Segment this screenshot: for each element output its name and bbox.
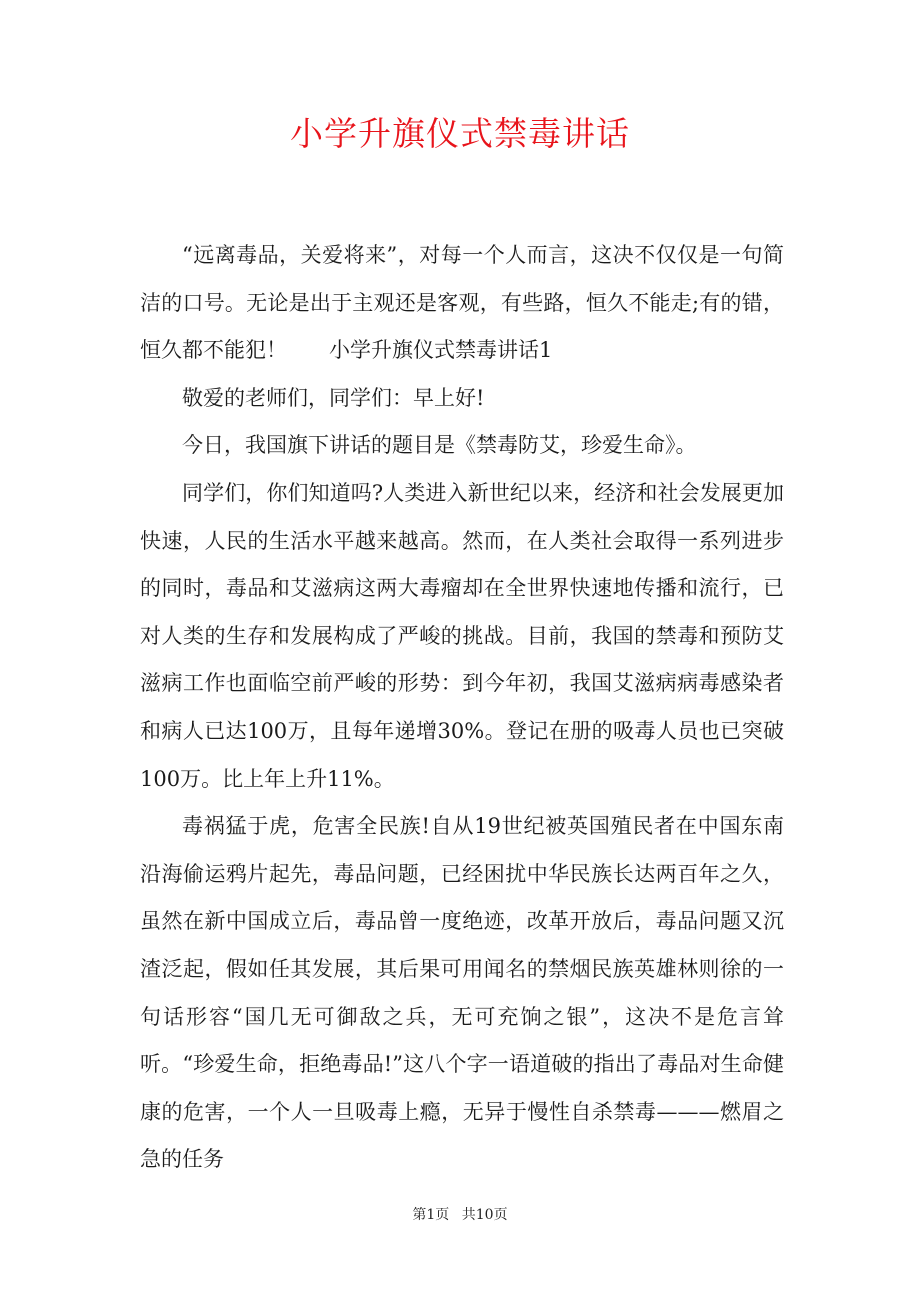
paragraph-topic: 今日，我国旗下讲话的题目是《禁毒防艾，珍爱生命》。 [182, 433, 697, 458]
paragraph-situation: 同学们，你们知道吗?人类进入新世纪以来，经济和社会发展更加快速，人民的生活水平越来越高。然而，在人类社会取得一系列进步的同时，毒品和艾滋病这两大毒瘤却在全世界快速地传播和流行，已对人类的生存和发展构成了严峻的挑战。目前，我国的禁毒和预防艾滋病工作也面临空前严峻的形势：到今年初，我国艾滋病病毒感染者和病人已达100万，且每年递增30%。登记在册的吸毒人员也已突破100万。比上年上升11%。 [140, 480, 784, 791]
page-footer [0, 1204, 920, 1226]
paragraph-greeting: 敬爱的老师们，同学们：早上好! [182, 385, 485, 410]
page-total: 共10页 [461, 1207, 508, 1223]
document-body [140, 232, 784, 1184]
document-title: 小学升旗仪式禁毒讲话 [290, 114, 630, 153]
page-number: 第1页 [412, 1207, 450, 1223]
paragraph-history: 毒祸猛于虎，危害全民族!自从19世纪被英国殖民者在中国东南沿海偷运鸦片起先，毒品问题，已经困扰中华民族长达两百年之久，虽然在新中国成立后，毒品曾一度绝迹，改革开放后，毒品问题又沉渣泛起，假如任其发展，其后果可用闻名的禁烟民族英雄林则徐的一句话形容“国几无可御敌之兵，无可充饷之银”，这决不是危言耸听。“珍爱生命，拒绝毒品!”这八个字一语道破的指出了毒品对生命健康的危害，一个人一旦吸毒上瘾，无异于慢性自杀禁毒———燃眉之急的任务 [140, 814, 784, 1172]
paragraph-intro: “远离毒品，关爱将来”，对每一个人而言，这决不仅仅是一句简洁的口号。无论是出于主观还是客观，有些路，恒久不能走;有的错，恒久都不能犯！ 小学升旗仪式禁毒讲话1 [140, 243, 784, 363]
